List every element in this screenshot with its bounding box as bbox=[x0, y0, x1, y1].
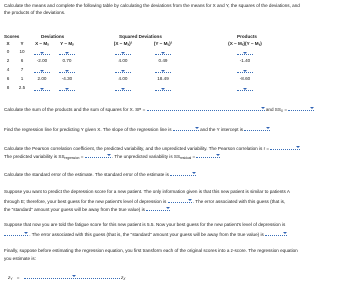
y-value: 7 bbox=[20, 67, 24, 72]
ss-residual-dropdown[interactable] bbox=[196, 152, 220, 158]
chevron-down-icon bbox=[161, 88, 165, 90]
chevron-down-icon bbox=[188, 199, 192, 201]
header-squared-deviations: Squared Deviations bbox=[119, 34, 162, 39]
patient-question-line-3 bbox=[4, 205, 170, 212]
y-value: 1 bbox=[20, 76, 24, 81]
dev-y-dropdown[interactable] bbox=[59, 68, 75, 73]
chevron-down-icon bbox=[310, 107, 314, 109]
fatigue-question-line-2 bbox=[4, 230, 287, 237]
ssx-label: and $SS_X$ = bbox=[265, 106, 288, 113]
x-value: 2 bbox=[6, 58, 10, 63]
final-question-line-1: Finally, suppose before estimating the regression equation, you first transform each of the original scores into a z-score. The regression equation bbox=[4, 248, 298, 253]
ss-regression-dropdown[interactable] bbox=[85, 152, 111, 158]
ssx-dropdown[interactable] bbox=[288, 105, 314, 111]
patient-question-line-2 bbox=[4, 197, 285, 204]
intro-line-2: the products of the deviations. bbox=[4, 10, 66, 15]
patient-question-line-1: Suppose you want to predict the depression score for a new patient. The only information given is that this new patient is similar to patients A bbox=[4, 189, 290, 194]
col-x: X bbox=[6, 41, 10, 46]
product-dropdown[interactable] bbox=[237, 86, 253, 91]
zx-label: $z_X$ bbox=[120, 274, 126, 281]
sq-y-dropdown[interactable] bbox=[155, 86, 171, 91]
x-value: 6 bbox=[6, 76, 10, 81]
intercept-text: and the Y intercept is bbox=[200, 126, 244, 132]
col-y: Y bbox=[20, 41, 24, 46]
y-value: 10 bbox=[19, 49, 25, 54]
sq-x-dropdown[interactable] bbox=[115, 50, 131, 55]
sq-x-dropdown[interactable] bbox=[115, 68, 131, 73]
dev-x-dropdown[interactable] bbox=[34, 86, 50, 91]
chevron-down-icon bbox=[216, 154, 220, 156]
fatigue-text: Suppose that now you are told the fatigue score for this new patient is 5.5. Now your best guess for the new patient's level of depression is bbox=[4, 222, 286, 227]
slope-text: Find the regression line for predicting Y given X. The slope of the regression line is bbox=[4, 126, 172, 132]
col-sq-y: (Y − Mᵧ)² bbox=[153, 41, 173, 46]
chevron-down-icon bbox=[243, 52, 247, 54]
chevron-down-icon bbox=[296, 146, 300, 148]
product-dropdown[interactable] bbox=[237, 50, 253, 55]
chevron-down-icon bbox=[65, 70, 69, 72]
sterr-dropdown[interactable] bbox=[170, 170, 196, 176]
fatigue-question-line-1 bbox=[4, 222, 285, 227]
equals-sign: = bbox=[16, 274, 20, 280]
ss-regression-label: The predicted variability is $SS_{regression}$ = bbox=[4, 153, 84, 160]
regression-question bbox=[4, 125, 270, 132]
sterr-text: Calculate the standard error of the estimate. The standard error of the estimate is bbox=[4, 171, 169, 177]
chevron-down-icon bbox=[65, 52, 69, 54]
dev-y-value: 0.70 bbox=[62, 58, 72, 63]
pearson-r-dropdown[interactable] bbox=[270, 144, 300, 150]
chevron-down-icon bbox=[166, 207, 170, 209]
x-value: 4 bbox=[6, 67, 10, 72]
col-products: (X − Mₓ)(Y − Mᵧ) bbox=[228, 41, 262, 46]
chevron-down-icon bbox=[195, 127, 199, 129]
product-value: -1.40 bbox=[239, 58, 251, 63]
y-value: 2.5 bbox=[18, 85, 26, 90]
sp-dropdown[interactable] bbox=[147, 105, 265, 111]
col-sq-x: (X − Mₓ)² bbox=[113, 41, 133, 46]
chevron-down-icon bbox=[243, 88, 247, 90]
chevron-down-icon bbox=[121, 70, 125, 72]
x-value: 0 bbox=[6, 49, 10, 54]
chevron-down-icon bbox=[65, 88, 69, 90]
chevron-down-icon bbox=[266, 127, 270, 129]
header-products: Products bbox=[237, 34, 257, 39]
col-dev-y: Y − Mᵧ bbox=[60, 41, 74, 46]
chevron-down-icon bbox=[40, 70, 44, 72]
chevron-down-icon bbox=[261, 107, 265, 109]
fatigue-error-dropdown[interactable] bbox=[265, 230, 287, 236]
dev-y-value: -4.30 bbox=[61, 76, 73, 81]
dev-x-value: -2.00 bbox=[36, 58, 48, 63]
chevron-down-icon bbox=[121, 88, 125, 90]
sq-x-dropdown[interactable] bbox=[115, 86, 131, 91]
chevron-down-icon bbox=[121, 52, 125, 54]
pearson-question-line-1 bbox=[4, 144, 300, 151]
chevron-down-icon bbox=[161, 52, 165, 54]
z-regression-equation bbox=[8, 273, 125, 281]
sterr-question bbox=[4, 170, 196, 177]
slope-dropdown[interactable] bbox=[173, 125, 199, 131]
dev-y-dropdown[interactable] bbox=[59, 50, 75, 55]
x-value: 8 bbox=[6, 85, 10, 90]
pearson-text: Calculate the Pearson correlation coefficient, the predicted variability, and the unpredicted variability. The Pearson correlation is r = bbox=[4, 145, 270, 151]
header-deviations: Deviations bbox=[41, 34, 65, 39]
sq-y-dropdown[interactable] bbox=[155, 68, 171, 73]
chevron-down-icon bbox=[192, 172, 196, 174]
chevron-down-icon bbox=[107, 154, 111, 156]
z-coefficient-dropdown[interactable] bbox=[24, 273, 120, 279]
patient-error-text: . The error associated with this guess (that is, bbox=[192, 198, 286, 204]
patient-guess-text: through E; therefore, your best guess for the new patient's level of depression is bbox=[4, 198, 167, 204]
product-value: -8.60 bbox=[239, 76, 251, 81]
chevron-down-icon bbox=[72, 275, 76, 277]
sums-question bbox=[4, 105, 314, 114]
pearson-question-line-2 bbox=[4, 152, 220, 161]
chevron-down-icon bbox=[40, 52, 44, 54]
sq-y-value: 0.49 bbox=[158, 58, 168, 63]
col-dev-x: X − Mₓ bbox=[35, 41, 49, 46]
final-question-line-2: you estimate is: bbox=[4, 256, 36, 261]
chevron-down-icon bbox=[40, 88, 44, 90]
dev-x-dropdown[interactable] bbox=[34, 68, 50, 73]
sq-y-value: 18.49 bbox=[157, 76, 169, 81]
sq-x-value: 4.00 bbox=[118, 76, 128, 81]
ss-residual-label: . The unpredicted variability is $SS_{residual}$ = bbox=[111, 153, 196, 160]
patient-guess-dropdown[interactable] bbox=[168, 197, 192, 203]
intercept-dropdown[interactable] bbox=[244, 125, 270, 131]
chevron-down-icon bbox=[24, 232, 28, 234]
product-dropdown[interactable] bbox=[237, 68, 253, 73]
patient-error-text-2: the "standard" amount your guess will be away from the true value) is bbox=[4, 206, 145, 212]
y-value: 6 bbox=[20, 58, 24, 63]
sq-y-dropdown[interactable] bbox=[155, 50, 171, 55]
patient-error-dropdown[interactable] bbox=[146, 205, 170, 211]
zy-label: $z_Y$ bbox=[8, 274, 13, 281]
fatigue-guess-dropdown[interactable] bbox=[4, 230, 28, 236]
dev-x-value: 2.00 bbox=[37, 76, 47, 81]
chevron-down-icon bbox=[243, 70, 247, 72]
dev-y-dropdown[interactable] bbox=[59, 86, 75, 91]
intro-line-1: Calculate the means and complete the following table by calculating the deviations from the means for X and Y, the squares of the deviations, and bbox=[4, 3, 300, 8]
sums-text: Calculate the sum of the products and the sum of squares for X. SP = bbox=[4, 106, 146, 112]
header-scores: Scores bbox=[4, 34, 20, 39]
fatigue-error-text: . The error associated with this guess (that is, the "standard" amount your guess will be away from the true value) is bbox=[29, 231, 264, 237]
chevron-down-icon bbox=[283, 232, 287, 234]
sq-x-value: 4.00 bbox=[118, 58, 128, 63]
dev-x-dropdown[interactable] bbox=[34, 50, 50, 55]
chevron-down-icon bbox=[161, 70, 165, 72]
